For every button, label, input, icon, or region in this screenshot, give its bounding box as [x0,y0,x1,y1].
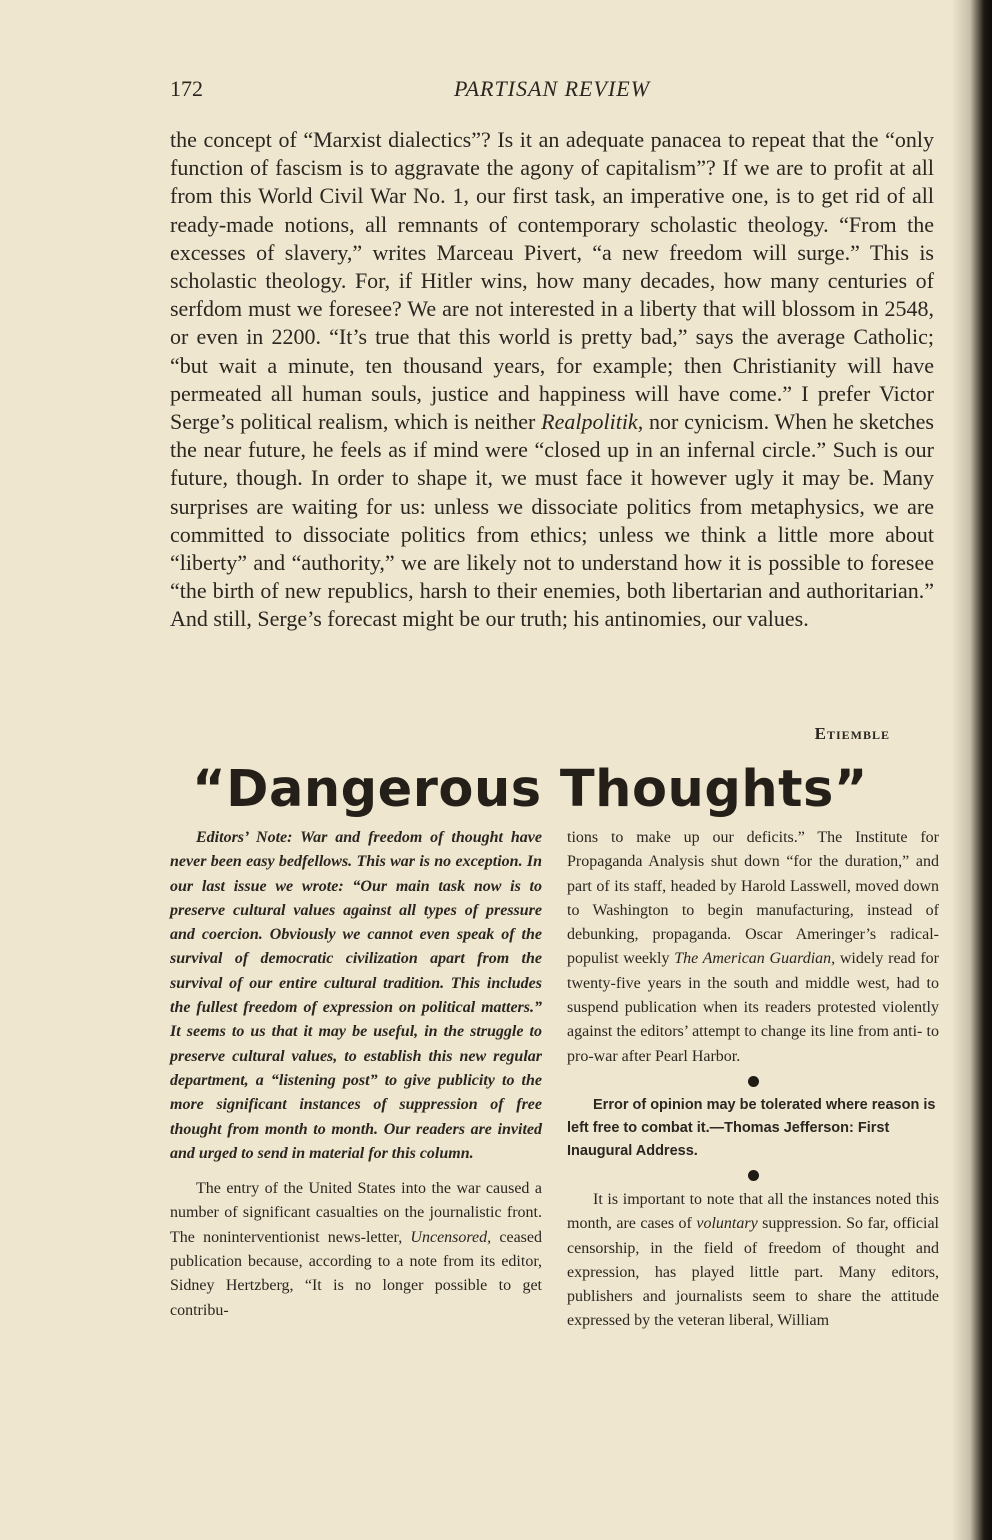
essay-body [170,126,934,634]
uncensored-title: Uncensored, [410,1228,492,1246]
bullet-ornament [748,1170,759,1181]
spacer [170,1166,542,1177]
essay-text-part-2: nor cynicism. When he sketches the near future, he feels as if mind were “closed up in an infernal circle.” Such is our future, though. In order to shape it, we must face it however ugly it may be. Many surprises are waiting for us: unless we dissociate politics from metaphysics, we are committed to dissociate politics from ethics; unless we think a little more about “liberty” and “authority,” we are likely not to understand how it is possible to foresee “the birth of new republics, harsh to their enemies, both libertarian and authoritarian.” And still, Serge’s forecast might be our truth; his antinomies, our values. [170,409,934,632]
page-number: 172 [170,76,203,101]
right-paragraph-1 [567,826,939,1069]
left-paragraph [170,1177,542,1323]
right-paragraph-1-text-1: tions to make up our deficits.” The Institute for Propaganda Analysis shut down “for the duration,” and part of its staff, headed by Harold Lasswell, moved down to Washington to begin manufacturing, instead of debunking, propaganda. Oscar Ameringer’s radical-populist weekly [567,829,939,968]
bullet-ornament [748,1076,759,1087]
right-column [567,826,939,1334]
page-binding-shadow [952,0,992,1540]
american-guardian-title: The American Guardian, [674,950,836,968]
jefferson-quote: Error of opinion may be tolerated where reason is left free to combat it.—Thomas Jefferson: First Inaugural Address. [567,1096,936,1159]
section-headline: “Dangerous Thoughts” [192,760,868,819]
left-column [170,826,542,1323]
voluntary-emphasis: voluntary [696,1215,758,1233]
right-paragraph-1-text-2: widely read for twenty-five years in the south and middle west, had to suspend publication when its readers protested violently against the editors’ attempt to change its line from anti- to pro-war after Pearl Harbor. [567,950,940,1065]
right-paragraph-2-text-1: It is important to note that all the instances noted this month, are cases of [567,1190,939,1233]
journal-title: PARTISAN REVIEW [453,76,651,101]
editors-note: Editors’ Note: War and freedom of thought have never been easy bedfellows. This war is no exception. In our last issue we wrote: “Our main task now is to preserve cultural values against all types of pressure and coercion. Obviously we cannot even speak of the survival of democratic civilization apart from the survival of our entire cultural tradition. This includes the fullest freedom of expression on political matters.” It seems to us that it may be useful, in the struggle to preserve cultural values, to establish this new regular department, a “listening post” to give publicity to the more significant instances of suppression of free thought from month to month. Our readers are invited and urged to send in material for this column. [170,829,542,1162]
realpolitik-term: Realpolitik, [541,409,644,435]
author-signature: Etiemble [814,724,890,743]
right-paragraph-2 [567,1188,939,1334]
left-paragraph-text-2: ceased publication because, according to a note from its editor, Sidney Hertzberg, “It is no longer possible to get contribu- [170,1228,542,1319]
left-paragraph-text-1: The entry of the United States into the war caused a number of significant casualties on the journalistic front. The noninterventionist news-letter, [170,1180,542,1246]
right-paragraph-2-text-2: suppression. So far, official censorship, in the field of freedom of thought and expression, has played little part. Many editors, publishers and journalists seem to share the attitude expressed by the veteran liberal, William [567,1215,939,1330]
essay-text-part-1: the concept of “Marxist dialectics”? Is it an adequate panacea to repeat that the “only function of fascism is to aggravate the agony of capitalism”? If we are to profit at all from this World Civil War No. 1, our first task, an imperative one, is to get rid of all ready-made notions, all remnants of contemporary scholastic theology. “From the excesses of slavery,” writes Marceau Pivert, “a new freedom will surge.” This is scholastic theology. For, if Hitler wins, how many decades, how many centuries of serfdom must we foresee? We are not interested in a liberty that will blossom in 2548, or even in 2200. “It’s true that this world is pretty bad,” says the average Catholic; “but wait a minute, ten thousand years, for example; then Christianity will have permeated all human souls, justice and happiness will have come.” I prefer Victor Serge’s political realism, which is neither [170,127,934,435]
running-head [170,76,934,106]
